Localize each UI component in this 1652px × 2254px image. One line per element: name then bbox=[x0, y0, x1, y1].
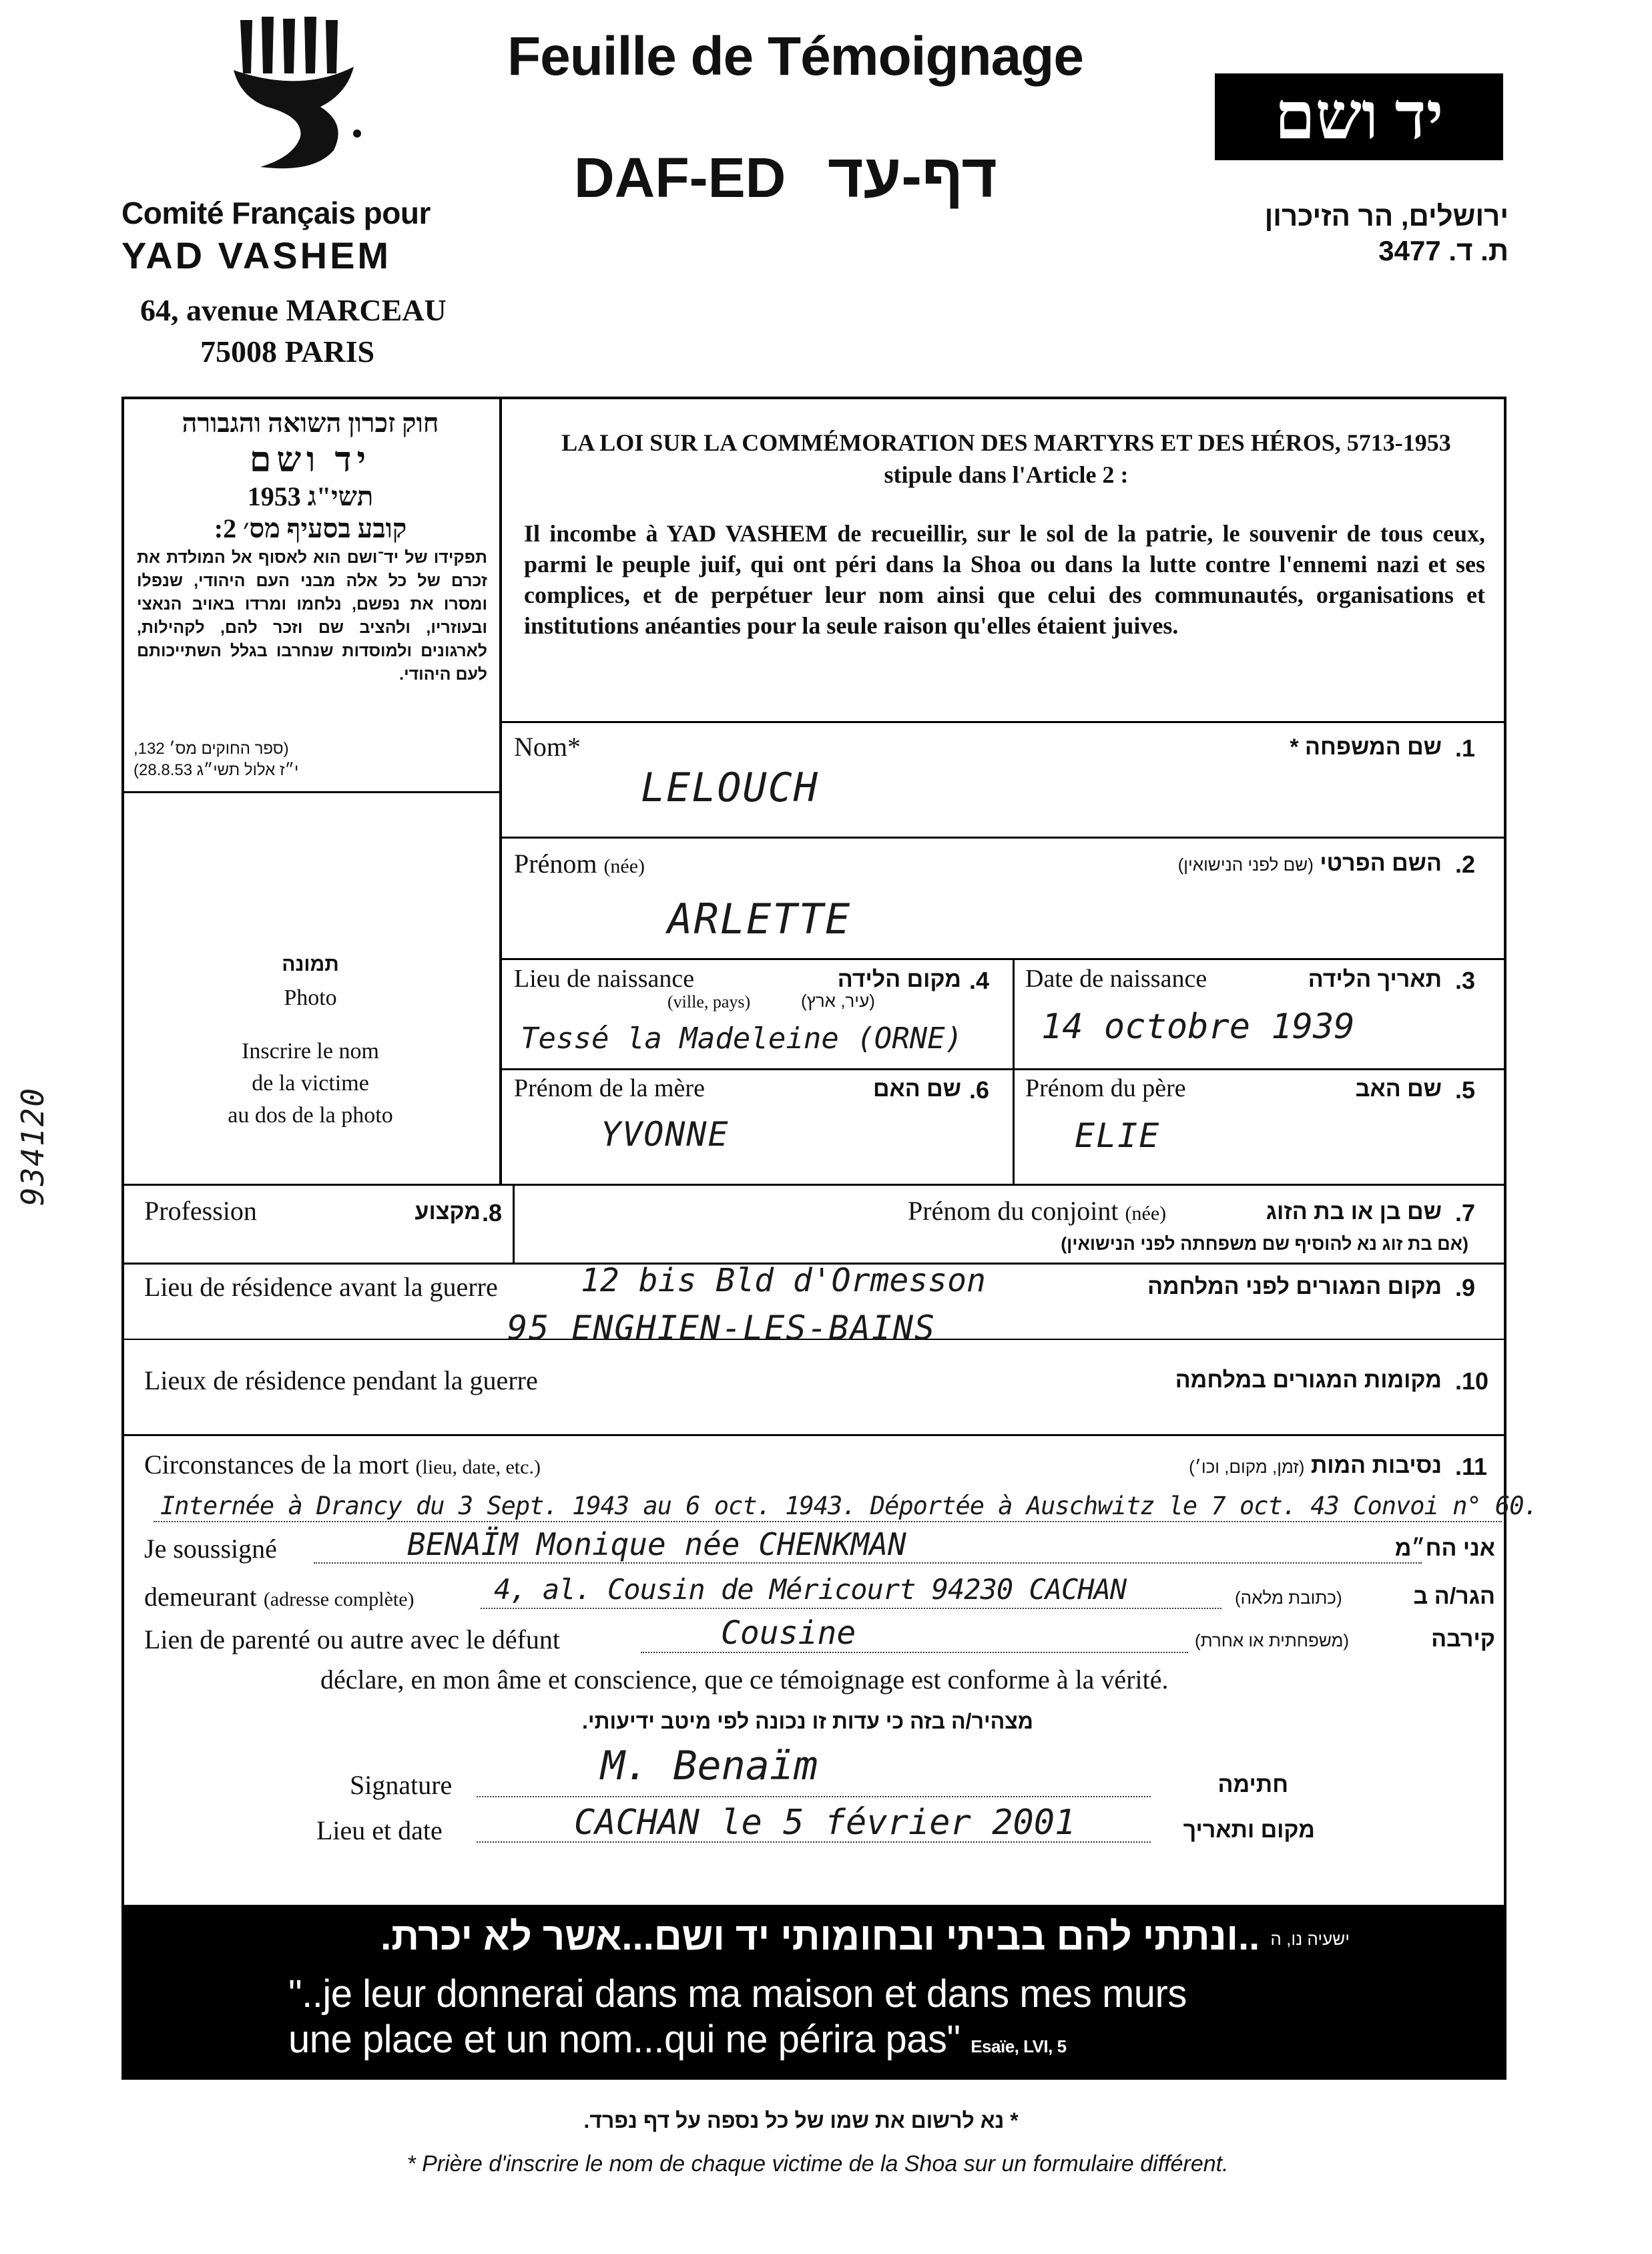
banner-french-line2-text: une place et un nom...qui ne périra pas" bbox=[288, 2018, 960, 2061]
banner-french-ref: Esaïe, LVI, 5 bbox=[971, 2036, 1067, 2056]
yad-vashem-logo-right bbox=[1215, 73, 1503, 160]
banner-french-line1: "..je leur donnerai dans ma maison et dans mes murs bbox=[288, 1972, 1187, 2016]
circonstances-label bbox=[144, 1449, 541, 1480]
prenom-value[interactable]: ARLETTE bbox=[667, 895, 852, 943]
prenom-pere-label: Prénom du père bbox=[1025, 1074, 1186, 1102]
law-name-he: יד ושם bbox=[249, 441, 372, 479]
residence-avant-label-he: מקום המגורים לפני המלחמה bbox=[1147, 1274, 1442, 1299]
law-ref1-he: (ספר החוקים מס׳ 132, bbox=[133, 740, 289, 758]
law-ref2-he: י״ז אלול תשי״ג 28.8.53) bbox=[133, 761, 299, 779]
footnote-french: * Prière d'inscrire le nom de chaque victime de la Shoa sur un formulaire différent. bbox=[406, 2151, 1229, 2177]
demeurant-label-main: demeurant bbox=[144, 1582, 257, 1612]
prenom-mere-label: Prénom de la mère bbox=[514, 1074, 705, 1102]
signature-value[interactable]: M. Benaïm bbox=[601, 1743, 818, 1789]
signature-label: Signature bbox=[350, 1770, 453, 1800]
law-text-he: תפקידו של יד־ושם הוא לאסוף אל המולדת את זכרם של כל אלה מבני העם היהודי, שנפלו ומסרו את נפשם, נלחמו ומרדו באויב הנאצי ובעוזריו, ולהציב שם וזכר להם, לקהילות, לארגונים ולמוסדות שנחרבו בגלל השתייכותם לעם היהודי. bbox=[137, 548, 487, 684]
demeurant-label-he: הגר/ה ב bbox=[1413, 1584, 1495, 1609]
conjoint-note-he: (אם בת זוג נא להוסיף שם משפחתה לפני הנישואין) bbox=[1061, 1234, 1468, 1254]
page-title: Feuille de Témoignage bbox=[507, 26, 1083, 87]
footer-banner bbox=[121, 1905, 1506, 2080]
banner-french-line2 bbox=[288, 2017, 1067, 2062]
lien-value[interactable]: Cousine bbox=[721, 1614, 856, 1652]
demeurant-label-he-small: (כתובת מלאה) bbox=[1235, 1588, 1342, 1608]
residence-avant-value-line2[interactable]: 95 ENGHIEN-LES-BAINS bbox=[507, 1309, 936, 1347]
banner-hebrew-text: ..ונתתי להם בביתי ובחומותי יד ושם...אשר לא יכרת. bbox=[380, 1915, 1260, 1958]
law-clause-he: קובע בסעיף מס׳ 2: bbox=[214, 513, 407, 543]
prenom-label-he bbox=[975, 851, 1442, 877]
conjoint-label-small: (née) bbox=[1125, 1202, 1167, 1224]
law-year-he: תשי"ג 1953 bbox=[247, 481, 374, 511]
circonstances-label-small: (lieu, date, etc.) bbox=[415, 1456, 541, 1478]
circonstances-label-he bbox=[1041, 1453, 1442, 1479]
demeurant-label bbox=[144, 1581, 415, 1612]
prenom-label-small: (née) bbox=[603, 855, 645, 877]
lieu-naissance-label: Lieu de naissance bbox=[514, 965, 695, 993]
lieu-date-label-he: מקום ותאריך bbox=[1183, 1817, 1315, 1843]
prenom-label bbox=[514, 848, 645, 879]
declare-he: מצהיר/ה בזה כי עדות זו נכונה לפי מיטב ידיעותי. bbox=[582, 1709, 1033, 1733]
demeurant-label-small: (adresse complète) bbox=[263, 1588, 415, 1610]
lieu-naissance-hint-he: (עיר, ארץ) bbox=[801, 991, 875, 1011]
lieu-naissance-hint-fr: (ville, pays) bbox=[667, 992, 751, 1011]
banner-hebrew bbox=[282, 1914, 1350, 1959]
logo-right-text: יד ושם bbox=[1274, 81, 1444, 153]
date-naissance-number: .3 bbox=[1455, 967, 1476, 994]
declare-fr: déclare, en mon âme et conscience, que ce témoignage est conforme à la vérité. bbox=[320, 1664, 1169, 1695]
circonstances-number: .11 bbox=[1455, 1453, 1488, 1480]
conjoint-label-main: Prénom du conjoint bbox=[908, 1196, 1119, 1226]
law-box-subtitle: stipule dans l'Article 2 : bbox=[884, 461, 1129, 488]
subtitle-latin: DAF-ED bbox=[574, 146, 786, 209]
demeurant-value[interactable]: 4, al. Cousin de Méricourt 94230 CACHAN bbox=[494, 1573, 1127, 1606]
org-name-line1: Comité Français pour bbox=[121, 196, 431, 230]
nom-label: Nom* bbox=[514, 732, 581, 762]
soussigne-label-he: אני הח״מ bbox=[1394, 1536, 1495, 1561]
residence-avant-number: .9 bbox=[1455, 1274, 1476, 1301]
conjoint-label-he: שם בן או בת הזוג bbox=[1266, 1199, 1442, 1224]
residence-pendant-number: .10 bbox=[1455, 1367, 1489, 1395]
lien-label-he-small: (משפחתית או אחרת) bbox=[1195, 1630, 1350, 1650]
nom-value[interactable]: LELOUCH bbox=[641, 764, 819, 811]
soussigne-value[interactable]: BENAÏM Monique née CHENKMAN bbox=[407, 1526, 906, 1562]
residence-pendant-label-he: מקומות המגורים במלחמה bbox=[1175, 1367, 1442, 1393]
profession-number: .8 bbox=[482, 1199, 503, 1226]
signature-label-he: חתימה bbox=[1217, 1772, 1288, 1797]
photo-label-he: תמונה bbox=[282, 953, 339, 975]
lien-label-he: קירבה bbox=[1431, 1626, 1495, 1652]
photo-note-line3: au dos de la photo bbox=[228, 1103, 393, 1128]
lieu-naissance-value[interactable]: Tessé la Madeleine (ORNE) bbox=[521, 1022, 963, 1056]
soussigne-label: Je soussigné bbox=[144, 1534, 277, 1564]
yad-vashem-logo-left bbox=[220, 7, 380, 180]
photo-note-line2: de la victime bbox=[252, 1071, 369, 1096]
prenom-label-main: Prénom bbox=[514, 849, 597, 879]
subtitle-hebrew: דף-עד bbox=[828, 142, 997, 210]
banner-hebrew-ref: ישעיה נו, ה bbox=[1270, 1929, 1350, 1950]
right-address-line1: ירושלים, הר הזיכרון bbox=[1264, 200, 1508, 232]
date-naissance-label: Date de naissance bbox=[1025, 965, 1207, 993]
prenom-mere-number: .6 bbox=[969, 1076, 990, 1104]
date-naissance-value[interactable]: 14 octobre 1939 bbox=[1041, 1007, 1355, 1047]
circonstances-label-he-main: נסיבות המות bbox=[1310, 1453, 1442, 1478]
conjoint-label bbox=[908, 1195, 1166, 1226]
profession-label: Profession bbox=[144, 1196, 257, 1226]
lien-label: Lien de parenté ou autre avec le défunt bbox=[144, 1624, 561, 1654]
photo-label-fr: Photo bbox=[284, 985, 337, 1010]
prenom-number: .2 bbox=[1455, 851, 1476, 878]
prenom-label-he-small: (שם לפני הנישואין) bbox=[1177, 855, 1314, 875]
residence-avant-value-line1[interactable]: 12 bis Bld d'Ormesson bbox=[581, 1262, 986, 1299]
prenom-mere-value[interactable]: YVONNE bbox=[601, 1115, 730, 1154]
right-address-line2: ת. ד. 3477 bbox=[1378, 235, 1508, 266]
nom-number: .1 bbox=[1455, 734, 1476, 762]
prenom-label-he-main: השם הפרטי bbox=[1320, 851, 1442, 876]
footnote-hebrew: * נא לרשום את שמו של כל נספה על דף נפרד. bbox=[583, 2108, 1019, 2132]
address-line2: 75008 PARIS bbox=[200, 334, 375, 369]
law-box-title: LA LOI SUR LA COMMÉMORATION DES MARTYRS ET DES HÉROS, 5713-1953 bbox=[561, 429, 1451, 456]
lieu-naissance-number: .4 bbox=[969, 967, 990, 994]
prenom-pere-value[interactable]: ELIE bbox=[1075, 1116, 1161, 1155]
margin-archive-number: 934120 bbox=[15, 1086, 51, 1206]
lieu-date-label: Lieu et date bbox=[316, 1815, 443, 1845]
circonstances-label-main: Circonstances de la mort bbox=[144, 1449, 409, 1480]
lieu-naissance-label-he: מקום הלידה bbox=[837, 967, 961, 992]
nom-label-he: שם המשפחה * bbox=[1290, 734, 1442, 760]
org-name-line2: YAD VASHEM bbox=[121, 234, 392, 276]
prenom-pere-label-he: שם האב bbox=[1355, 1076, 1442, 1102]
residence-avant-label: Lieu de résidence avant la guerre bbox=[144, 1272, 498, 1302]
circonstances-label-he-small: (זמן, מקום, וכו׳) bbox=[1189, 1457, 1305, 1477]
residence-pendant-label: Lieux de résidence pendant la guerre bbox=[144, 1365, 538, 1395]
photo-note-line1: Inscrire le nom bbox=[242, 1039, 379, 1064]
prenom-pere-number: .5 bbox=[1455, 1076, 1476, 1104]
prenom-mere-label-he: שם האם bbox=[873, 1076, 961, 1102]
law-title-he: חוק זכרון השואה והגבורה bbox=[182, 408, 439, 438]
hand-flame-icon bbox=[220, 7, 380, 180]
date-naissance-label-he: תאריך הלידה bbox=[1308, 967, 1442, 992]
address-line1: 64, avenue MARCEAU bbox=[140, 293, 447, 327]
conjoint-number: .7 bbox=[1455, 1199, 1476, 1226]
lieu-date-value[interactable]: CACHAN le 5 février 2001 bbox=[574, 1803, 1076, 1843]
law-box-body: Il incombe à YAD VASHEM de recueillir, sur le sol de la patrie, le souvenir de tous ceux, parmi le peuple juif, qui ont péri dans la Shoa ou dans la lutte contre l'ennemi nazi et ses complices, et de perpétuer leur nom ainsi que celui des communautés, organisations et institutions anéanties pour la seule raison qu'elles étaient juives. bbox=[524, 520, 1485, 639]
profession-label-he: מקצוע bbox=[415, 1199, 481, 1224]
circonstances-value[interactable]: Internée à Drancy du 3 Sept. 1943 au 6 oct. 1943. Déportée à Auschwitz le 7 oct. 43 Convoi n° 60. bbox=[160, 1492, 1538, 1520]
